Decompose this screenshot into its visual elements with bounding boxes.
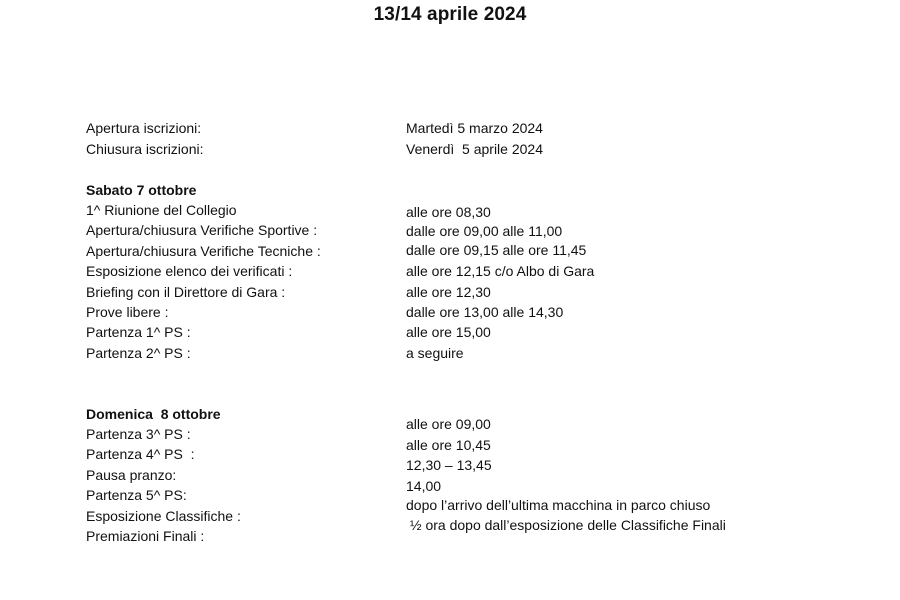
sunday-value: dopo l’arrivo dell’ultima macchina in parco chiuso <box>406 497 711 513</box>
sunday-label: Partenza 5^ PS: <box>86 487 187 503</box>
sunday-label: Pausa pranzo: <box>86 467 177 483</box>
sunday-value: 14,00 <box>406 478 442 494</box>
saturday-value: alle ore 15,00 <box>406 324 491 340</box>
saturday-value: alle ore 12,15 c/o Albo di Gara <box>406 263 595 279</box>
page-title: 13/14 aprile 2024 <box>373 4 527 25</box>
saturday-label: Prove libere : <box>86 304 169 320</box>
saturday-label: Partenza 1^ PS : <box>86 324 191 340</box>
registration-close-value: Venerdì 5 aprile 2024 <box>406 141 543 157</box>
saturday-label: Apertura/chiusura Verifiche Tecniche : <box>86 243 321 259</box>
saturday-value: alle ore 12,30 <box>406 284 491 300</box>
saturday-value: a seguire <box>406 345 464 361</box>
sunday-label: Partenza 4^ PS : <box>86 446 195 462</box>
registration-open-value: Martedì 5 marzo 2024 <box>406 120 543 136</box>
registration-open-label: Apertura iscrizioni: <box>86 120 202 136</box>
sunday-label: Premiazioni Finali : <box>86 528 205 544</box>
sunday-value: 12,30 – 13,45 <box>406 457 492 473</box>
sunday-value: ½ ora dopo dall’esposizione delle Classifiche Finali <box>406 517 726 533</box>
registration-close-label: Chiusura iscrizioni: <box>86 141 204 157</box>
sunday-label: Esposizione Classifiche : <box>86 508 241 524</box>
saturday-label: Partenza 2^ PS : <box>86 345 191 361</box>
sunday-label: Partenza 3^ PS : <box>86 426 191 442</box>
saturday-label: Apertura/chiusura Verifiche Sportive : <box>86 222 318 238</box>
saturday-label: 1^ Riunione del Collegio <box>86 202 237 218</box>
saturday-heading: Sabato 7 ottobre <box>86 182 197 198</box>
saturday-label: Briefing con il Direttore di Gara : <box>86 284 286 300</box>
sunday-heading: Domenica 8 ottobre <box>86 406 221 422</box>
saturday-value: dalle ore 13,00 alle 14,30 <box>406 304 564 320</box>
saturday-value: alle ore 08,30 <box>406 204 491 220</box>
saturday-label: Esposizione elenco dei verificati : <box>86 263 293 279</box>
saturday-value: dalle ore 09,15 alle ore 11,45 <box>406 242 587 258</box>
saturday-value: dalle ore 09,00 alle 11,00 <box>406 223 563 239</box>
sunday-value: alle ore 10,45 <box>406 437 491 453</box>
sunday-value: alle ore 09,00 <box>406 416 491 432</box>
